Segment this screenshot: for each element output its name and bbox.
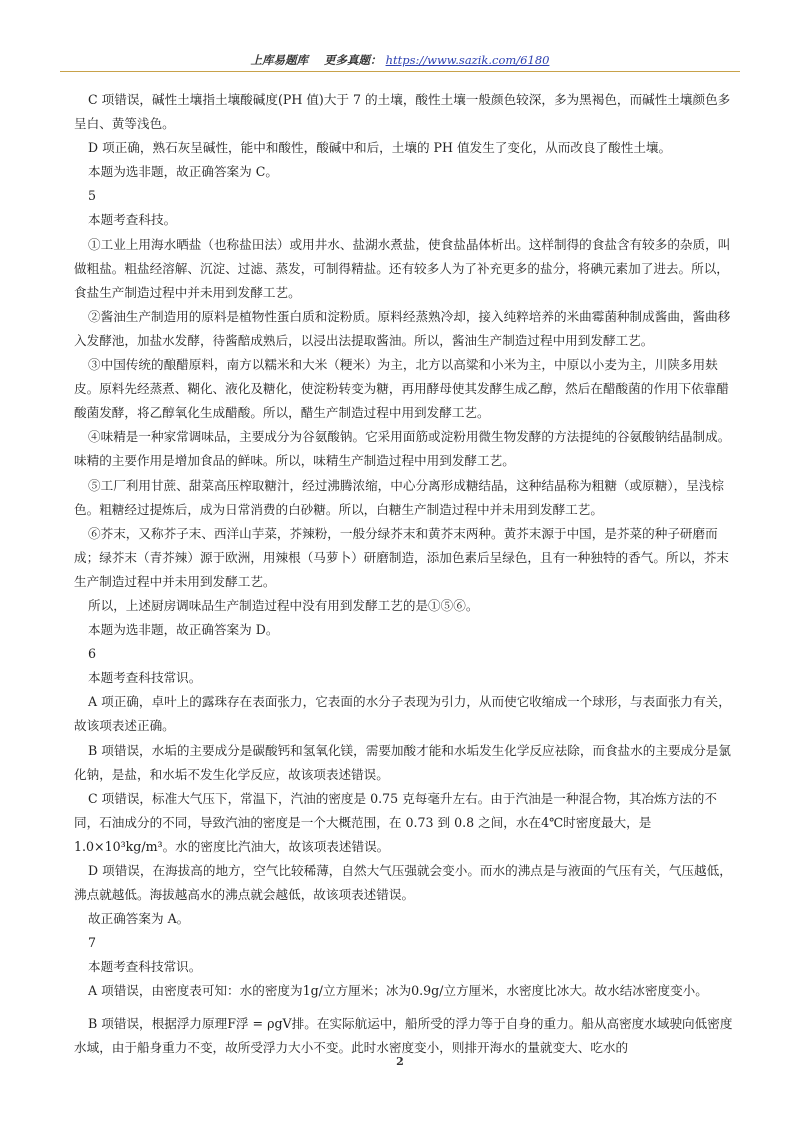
paragraph: ③中国传统的酿醋原料，南方以糯米和大米（粳米）为主，北方以高粱和小米为主，中原以小麦为主，川陕多用麸皮。原料先经蒸煮、糊化、液化及糖化，使淀粉转变为糖，再用酵母使其发酵生成乙醇，然后在醋酸菌的作用下依靠醋酸菌发酵，将乙醇氧化生成醋酸。所以，醋生产制造过程中用到发酵工艺。	[74, 357, 729, 421]
paragraph: 所以，上述厨房调味品生产制造过程中没有用到发酵工艺的是①⑤⑥。	[88, 597, 479, 613]
paragraph: 本题考查科技。	[88, 212, 177, 228]
paragraph: 故正确答案为 A。	[88, 911, 190, 927]
answer-body	[74, 88, 734, 1060]
page-header	[60, 40, 740, 72]
paragraph: A 项错误，由密度表可知：水的密度为1g/立方厘米；冰为0.9g/立方厘米，水密度比冰大。故水结冰密度变小。	[88, 983, 708, 999]
paragraph: ⑤工厂利用甘蔗、甜菜高压榨取糖汁，经过沸腾浓缩，中心分离形成糖结晶，这种结晶称为粗糖（或原糖），呈浅棕色。粗糖经过提炼后，成为日常消费的白砂糖。所以，白糖生产制造过程中并未用到发酵工艺。	[74, 477, 724, 517]
paragraph: C 项错误，碱性土壤指土壤酸碱度(PH 值)大于 7 的土壤，酸性土壤一般颜色较深，多为黑褐色，而碱性土壤颜色多呈白、黄等浅色。	[74, 92, 731, 132]
paragraph: ⑥芥末，又称芥子末、西洋山芋菜，芥辣粉，一般分绿芥末和黄芥末两种。黄芥末源于中国，是芥菜的种子研磨而成；绿芥末（青芥辣）源于欧洲，用辣根（马萝卜）研磨制造，添加色素后呈绿色，且有一种独特的香气。所以，芥末生产制造过程中并未用到发酵工艺。	[74, 525, 729, 589]
page-number: 2	[396, 1055, 404, 1068]
paragraph: 本题考查科技常识。	[88, 670, 202, 686]
question-number: 7	[88, 935, 97, 951]
paragraph: ④味精是一种家常调味品，主要成分为谷氨酸钠。它采用面筋或淀粉用微生物发酵的方法提纯的谷氨酸钠结晶制成。味精的主要作用是增加食品的鲜味。所以，味精生产制造过程中用到发酵工艺。	[74, 429, 731, 469]
header-site-label: 上库易题库	[250, 53, 309, 67]
header-url-link[interactable]: https://www.sazik.com/6180	[385, 53, 550, 67]
paragraph: B 项错误，水垢的主要成分是碳酸钙和氢氧化镁，需要加酸才能和水垢发生化学反应祛除，而食盐水的主要成分是氯化钠，是盐，和水垢不发生化学反应，故该项表述错误。	[74, 742, 731, 782]
paragraph: D 项正确，熟石灰呈碱性，能中和酸性，酸碱中和后，土壤的 PH 值发生了变化，从而改良了酸性土壤。	[88, 140, 672, 156]
question-number: 6	[88, 646, 97, 662]
header-divider	[60, 71, 740, 72]
header-more-label: 更多真题：	[324, 53, 382, 67]
header-source	[251, 52, 550, 68]
paragraph: D 项错误，在海拔高的地方，空气比较稀薄，自然大气压强就会变小。而水的沸点是与液面的气压有关，气压越低，沸点就越低。海拔越高水的沸点就会越低，故该项表述错误。	[74, 863, 732, 903]
paragraph: 本题为选非题，故正确答案为 D。	[88, 622, 279, 638]
paragraph: C 项错误，标准大气压下，常温下，汽油的密度是 0.75 克每毫升左右。由于汽油是一种混合物，其冶炼方法的不同，石油成分的不同，导致汽油的密度是一个大概范围，在 0.73 到 0.8 之间，水在4℃时密度最大，是1.0×10³kg/m³。水的密度比汽油大，故该项表述错误。	[74, 790, 717, 854]
question-number: 5	[88, 188, 97, 204]
paragraph: 本题为选非题，故正确答案为 C。	[88, 164, 278, 180]
paragraph: ①工业上用海水晒盐（也称盐田法）或用井水、盐湖水煮盐，使食盐晶体析出。这样制得的食盐含有较多的杂质，叫做粗盐。粗盐经溶解、沉淀、过滤、蒸发，可制得精盐。还有较多人为了补充更多的盐分，将碘元素加了进去。所以，食盐生产制造过程中并未用到发酵工艺。	[74, 236, 731, 300]
paragraph: 本题考查科技常识。	[88, 959, 202, 975]
paragraph: ②酱油生产制造用的原料是植物性蛋白质和淀粉质。原料经蒸熟冷却，接入纯粹培养的米曲霉菌种制成酱曲，酱曲移入发酵池，加盐水发酵，待酱醅成熟后，以浸出法提取酱油。所以，酱油生产制造过程中用到发酵工艺。	[74, 308, 731, 348]
paragraph: B 项错误，根据浮力原理F浮 = ρgV排。在实际航运中，船所受的浮力等于自身的重力。船从高密度水域驶向低密度水域，由于船身重力不变，故所受浮力大小不变。此时水密度变小，则排开海水的量就变大、吃水的	[74, 1015, 733, 1055]
paragraph: A 项正确，卓叶上的露珠存在表面张力，它表面的水分子表现为引力，从而使它收缩成一个球形，与表面张力有关，故该项表述正确。	[74, 694, 731, 734]
